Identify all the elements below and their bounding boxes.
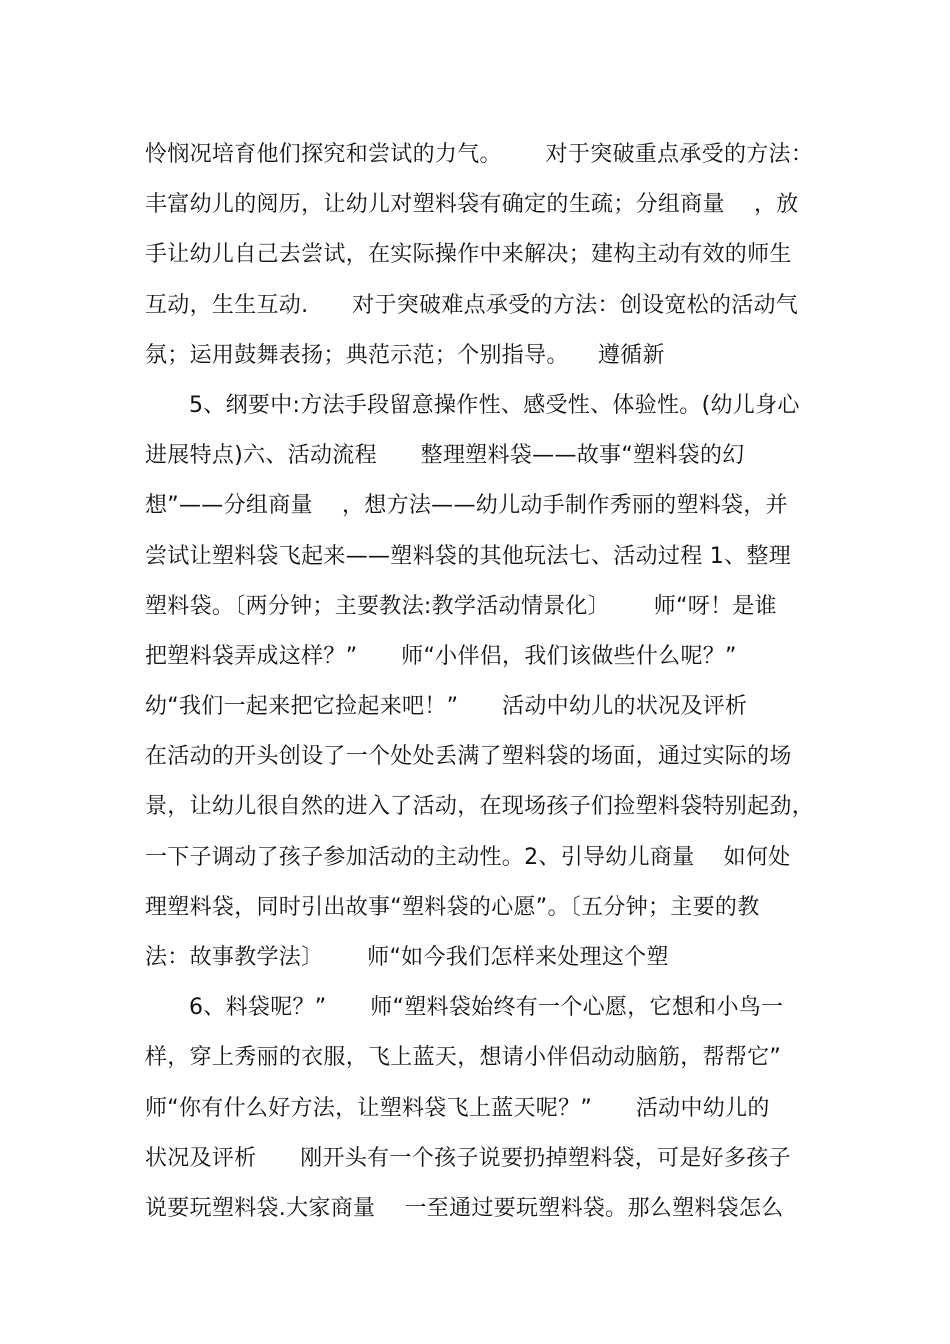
text-line: 理塑料袋，同时引出故事“塑料袋的心愿”。〔五分钟；主要的教 [145,894,760,920]
text-line: 互动，生生互动. 对于突破难点承受的方法：创设宽松的活动气 [145,292,799,318]
text-line: 景，让幼儿很自然的进入了活动，在现场孩子们捡塑料袋特别起劲， [145,794,815,820]
text-line: 状况及评析 刚开头有一个孩子说要扔掉塑料袋，可是好多孩子 [145,1145,791,1171]
text-line: 法：故事教学法〕 师“如今我们怎样来处理这个塑 [145,945,669,970]
text-line: 把塑料袋弄成这样？” 师“小伴侣，我们该做些什么呢？” [145,643,737,669]
text-line: 塑料袋。〔两分钟；主要教法:教学活动情景化〕 师“呀！是谁 [145,593,777,619]
text-line: 在活动的开头创设了一个处处丢满了塑料袋的场面，通过实际的场 [145,744,792,770]
text-line: 进展特点)六、活动流程 整理塑料袋——故事“塑料袋的幻 [145,443,745,469]
text-line: 6、料袋呢？” 师“塑料袋始终有一个心愿，它想和小鸟一 [189,995,784,1021]
text-line: 样，穿上秀丽的衣服，飞上蓝天，想请小伴侣动动脑筋，帮帮它” [145,1045,782,1071]
text-line: 5、纲要中:方法手段留意操作性、感受性、体验性。(幼儿身心 [189,392,800,418]
text-line: 手让幼儿自己去尝试，在实际操作中来解决；建构主动有效的师生 [145,242,792,268]
text-line: 一下子调动了孩子参加活动的主动性。2、引导幼儿商量 如何处 [145,844,791,870]
text-line: 丰富幼儿的阅历，让幼儿对塑料袋有确定的生疏；分组商量 ，放 [145,192,799,218]
text-line: 师“你有什么好方法，让塑料袋飞上蓝天呢？” 活动中幼儿的 [145,1095,770,1121]
text-line: 氛；运用鼓舞表扬；典范示范；个别指导。 遵循新 [145,342,665,368]
text-line: 怜悯况培育他们探究和尝试的力气。 对于突破重点承受的方法： [145,142,814,167]
text-line: 说要玩塑料袋.大家商量 一至通过要玩塑料袋。那么塑料袋怎么 [145,1195,784,1221]
text-line: 幼“我们一起来把它捡起来吧！” 活动中幼儿的状况及评析 [145,694,748,720]
body-text [145,130,813,1234]
text-line: 想”——分组商量 ，想方法——幼儿动手制作秀丽的塑料袋，并 [145,493,788,519]
text-line: 尝试让塑料袋飞起来——塑料袋的其他玩法七、活动过程 1、整理 [145,543,791,569]
